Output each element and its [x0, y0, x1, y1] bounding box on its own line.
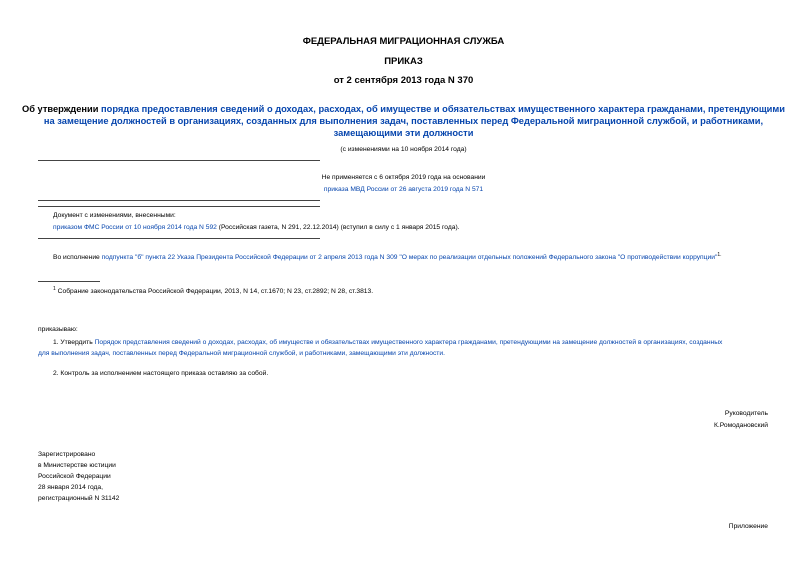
document-date: от 2 сентября 2013 года N 370 [333, 75, 474, 86]
changes-line [53, 224, 460, 231]
agency-name: ФЕДЕРАЛЬНАЯ МИГРАЦИОННАЯ СЛУЖБА [302, 36, 505, 47]
divider [38, 160, 320, 161]
basis-link[interactable]: подпункта "б" пункта 22 Указа Президента Российской Федерации от 2 апреля 2013 года N 309 "О мерах по реализации отдельных положений Федерального закона "О противодействии коррупции" [101, 254, 718, 262]
order-item-1-link-cont[interactable]: для выполнения задач, поставленных перед Федеральной миграционной службой, и работниками, замещающими эти должности. [38, 350, 445, 357]
footnote-divider [38, 281, 100, 282]
title-link[interactable]: порядка предоставления сведений о доходах, расходах, об имуществе и обязательствах имущественного характера гражданами, претендующими [101, 104, 785, 114]
document-type: ПРИКАЗ [384, 56, 423, 67]
title-link-line-3[interactable]: замещающими эти должности [333, 128, 474, 138]
divider [38, 206, 320, 207]
signature-role: Руководитель [724, 410, 768, 417]
registration-line-4: 28 января 2014 года, [38, 484, 104, 491]
basis-footnote-ref: 1. [717, 252, 722, 258]
revision-note: (с изменениями на 10 ноября 2014 года) [340, 146, 467, 153]
footnote-marker: 1 [53, 286, 56, 292]
signature-name: К.Ромодановский [713, 422, 768, 429]
basis-paragraph [53, 252, 722, 261]
order-item-2: 2. Контроль за исполнением настоящего приказа оставляю за собой. [53, 370, 269, 377]
basis-prefix: Во исполнение [53, 254, 102, 262]
notice-link[interactable]: приказа МВД России от 26 августа 2019 года N 571 [323, 186, 484, 193]
order-item-1-prefix: 1. Утвердить [53, 339, 95, 346]
order-item-1 [53, 339, 722, 346]
title-line-1 [0, 104, 807, 114]
changes-link[interactable]: приказом ФМС России от 10 ноября 2014 года N 592 [53, 224, 217, 231]
title-prefix: Об утверждении [22, 104, 99, 114]
registration-line-1: Зарегистрировано [38, 451, 96, 458]
registration-line-3: Российской Федерации [38, 473, 111, 480]
order-item-1-link[interactable]: Порядок представления сведений о доходах, расходах, об имуществе и обязательствах имущественного характера гражданами, претендующими на замещение должностей в организациях, созданных [94, 339, 723, 346]
appendix-label: Приложение [728, 523, 768, 530]
changes-details: (Российская газета, N 291, 22.12.2014) (вступил в силу с 1 января 2015 года). [216, 224, 460, 231]
footnote-text: Собрание законодательства Российской Федерации, 2013, N 14, ст.1670; N 23, ст.2892; N 28, ст.3813. [55, 288, 374, 296]
divider [38, 200, 320, 201]
registration-line-5: регистрационный N 31142 [38, 495, 120, 502]
order-label: приказываю: [38, 326, 78, 333]
footnote [53, 286, 373, 295]
registration-line-2: в Министерстве юстиции [38, 462, 116, 469]
notice-line: Не применяется с 6 октября 2019 года на основании [321, 174, 486, 181]
divider [38, 238, 320, 239]
changes-label: Документ с изменениями, внесенными: [53, 212, 176, 219]
title-link-line-2[interactable]: на замещение должностей в организациях, созданных для выполнения задач, поставленных перед Федеральной миграционной службой, и работниками, [43, 116, 764, 126]
